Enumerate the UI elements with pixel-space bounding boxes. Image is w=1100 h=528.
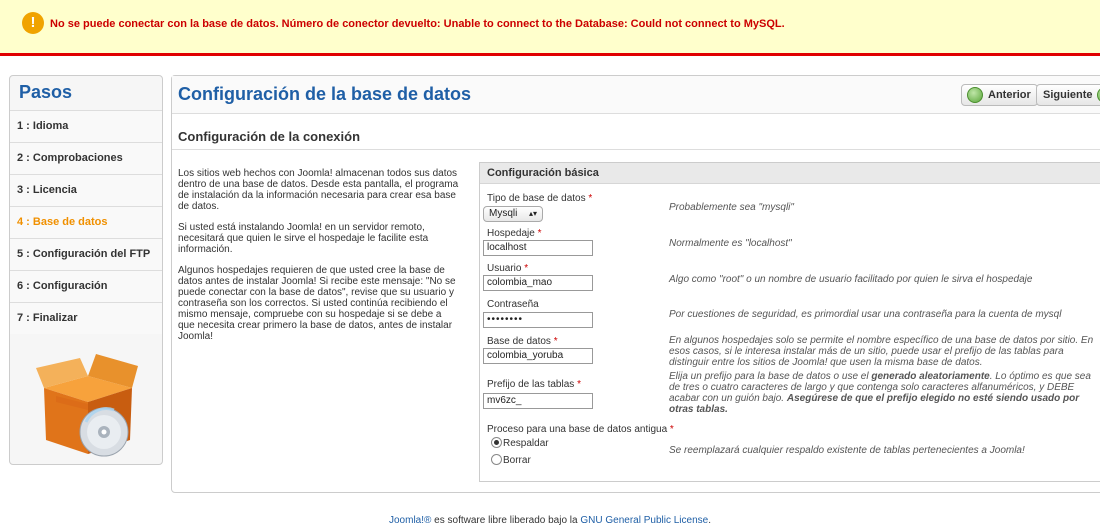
db-name-field — [487, 335, 558, 347]
gpl-link[interactable]: GNU General Public License — [580, 515, 709, 526]
db-name-label: Base de datos * — [487, 336, 558, 347]
step-language[interactable]: 1 : Idioma — [10, 110, 162, 142]
host-label: Hospedaje * — [487, 228, 542, 239]
sidebar-title: Pasos — [19, 82, 73, 102]
prefix-input[interactable]: mv6zc_ — [483, 393, 593, 409]
host-field — [487, 227, 542, 239]
db-type-label: Tipo de base de datos * — [487, 193, 593, 204]
select-arrows-icon: ▴▾ — [528, 209, 537, 218]
section-divider — [172, 149, 1100, 150]
password-label: Contraseña — [487, 299, 539, 310]
alert-message: No se puede conectar con la base de datos. Número de conector devuelto: Unable to connect to the Database: Could not connect to MySQL. — [50, 18, 785, 30]
old-db-label: Proceso para una base de datos antigua * — [487, 424, 674, 435]
joomla-link[interactable]: Joomla!® — [389, 515, 432, 526]
user-field — [487, 262, 528, 274]
user-hint: Algo como "root" o un nombre de usuario facilitado por quien le sirva el hospedaje — [669, 274, 1033, 285]
arrow-left-icon — [967, 87, 983, 103]
db-name-hint: En algunos hospedajes solo se permite el nombre específico de una base de datos por sitio. En esos casos, si le interesa instalar más de un sitio, puede usar el prefijo de las tablas para distinguir entre los sitios de Joomla! que usen la misma base de datos. — [669, 335, 1094, 368]
previous-label: Anterior — [988, 89, 1031, 101]
user-input[interactable]: colombia_mao — [483, 275, 593, 291]
user-label: Usuario * — [487, 263, 529, 274]
intro-text — [178, 168, 460, 352]
footer: Joomla!® es software libre liberado bajo la GNU General Public License. — [389, 515, 711, 526]
password-field — [487, 298, 539, 310]
db-type-select[interactable]: Mysqli ▴▾ — [483, 206, 543, 222]
step-database[interactable]: 4 : Base de datos — [10, 206, 162, 238]
intro-paragraph: Algunos hospedajes requieren de que usted cree la base de datos antes de instalar Joomla! Si recibe este mensaje: "No se puede conectar con la base de datos", revise que su usuario y contraseña son los correctos. Si usted continúa recibiendo el mismo mensaje, compruebe con su hospedaje si se debe a que necesita crear primero la base de datos, antes de instalar Joomla! — [178, 265, 456, 342]
arrow-right-icon — [1097, 87, 1100, 103]
prefix-field — [487, 378, 581, 390]
intro-paragraph: Si usted está instalando Joomla! en un servidor remoto, necesitará que quien le sirve el hospedaje le facilite esta información. — [178, 222, 429, 255]
config-header: Configuración básica — [480, 163, 1100, 184]
db-name-input[interactable]: colombia_yoruba — [483, 348, 593, 364]
next-label: Siguiente — [1043, 89, 1093, 101]
warning-icon: ! — [22, 12, 44, 34]
old-db-hint: Se reemplazará cualquier respaldo existente de tablas pertenecientes a Joomla! — [669, 445, 1025, 456]
section-title: Configuración de la conexión — [178, 129, 361, 144]
backup-option[interactable]: Respaldar — [491, 437, 549, 449]
step-configuration[interactable]: 6 : Configuración — [10, 270, 162, 302]
install-box-illustration — [34, 348, 142, 460]
delete-radio[interactable] — [491, 454, 502, 465]
basic-config-box — [479, 162, 1100, 482]
backup-radio[interactable] — [491, 437, 502, 448]
main-header — [172, 76, 1100, 114]
next-button[interactable] — [1036, 84, 1100, 106]
host-hint: Normalmente es "localhost" — [669, 238, 792, 249]
prefix-hint: Elija un prefijo para la base de datos o use el generado aleatoriamente. Lo óptimo es que sea de tres o cuatro caracteres de largo y que contenga solo caracteres alfanuméricos, y DEBE acabar con un guión bajo. Asegúrese de que el prefijo elegido no esté siendo usado por otras tablas. — [669, 371, 1091, 415]
previous-button[interactable] — [961, 84, 1038, 106]
db-type-hint: Probablemente sea "mysqli" — [669, 202, 794, 213]
old-db-field — [487, 423, 674, 435]
step-ftp[interactable]: 5 : Configuración del FTP — [10, 238, 162, 270]
steps-sidebar — [9, 75, 163, 465]
step-license[interactable]: 3 : Licencia — [10, 174, 162, 206]
main-panel — [171, 75, 1100, 493]
intro-paragraph: Los sitios web hechos con Joomla! almacenan todos sus datos dentro de una base de datos. Desde esta pantalla, el programa de instalación da la información necesaria para crear esa base de datos. — [178, 168, 459, 212]
db-type-field — [487, 192, 592, 204]
steps-list — [10, 110, 162, 334]
step-finish[interactable]: 7 : Finalizar — [10, 302, 162, 334]
password-hint: Por cuestiones de seguridad, es primordial usar una contraseña para la cuenta de mysql — [669, 309, 1062, 320]
delete-option[interactable]: Borrar — [491, 454, 531, 466]
error-alert — [0, 0, 1100, 56]
password-input[interactable]: •••••••• — [483, 312, 593, 328]
prefix-label: Prefijo de las tablas * — [487, 379, 581, 390]
host-input[interactable]: localhost — [483, 240, 593, 256]
page-title: Configuración de la base de datos — [178, 84, 472, 104]
step-checks[interactable]: 2 : Comprobaciones — [10, 142, 162, 174]
